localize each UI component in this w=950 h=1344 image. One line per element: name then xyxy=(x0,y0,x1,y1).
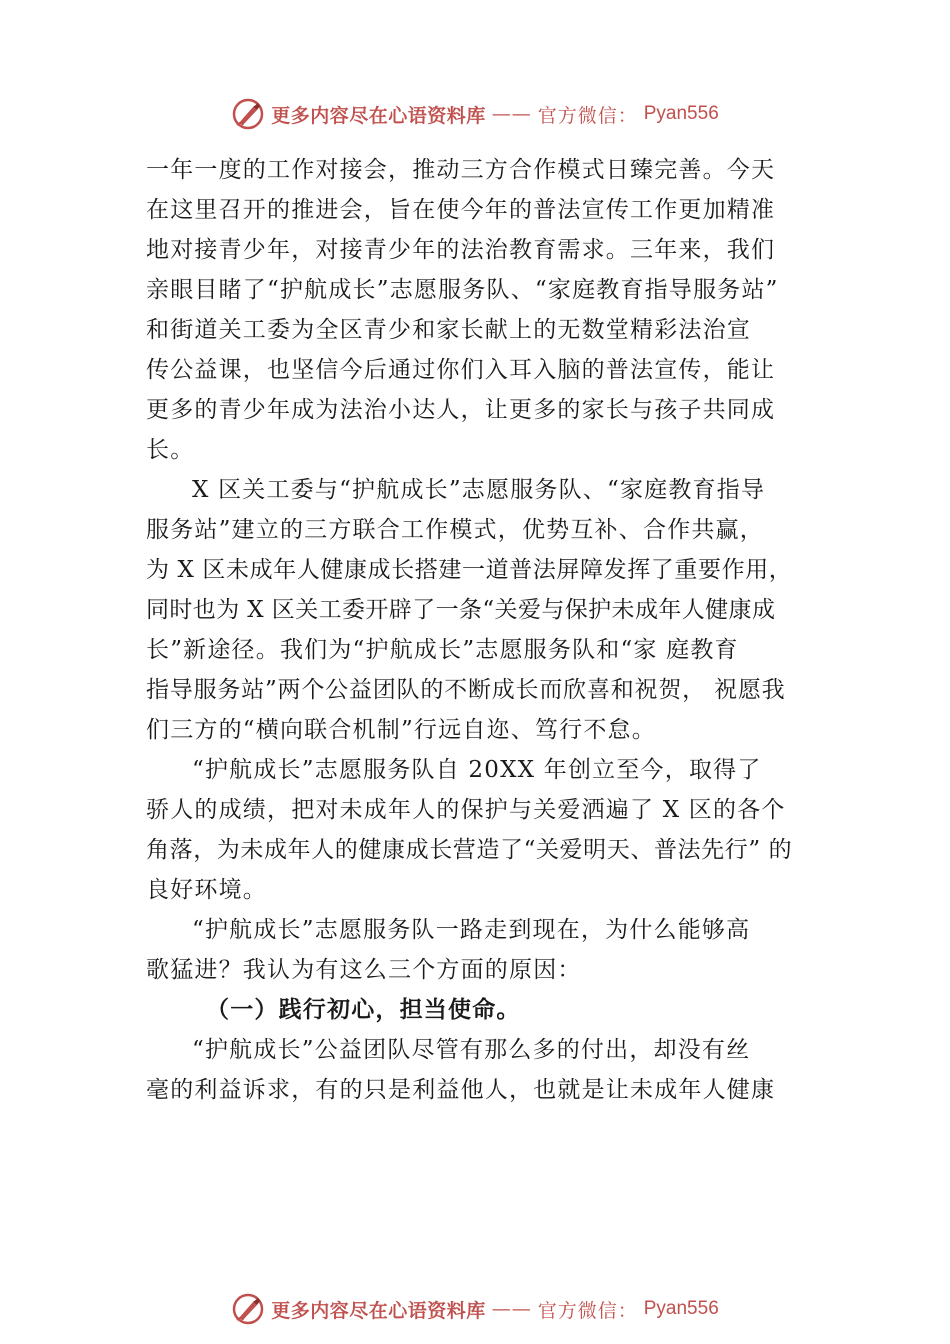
watermark-header xyxy=(0,94,950,134)
text-line: “护航成长”志愿服务队自 20XX 年创立至今，取得了 xyxy=(192,757,762,783)
paragraph xyxy=(146,750,846,910)
text-line: 更多的青少年成为法治小达人，让更多的家长与孩子共同成 xyxy=(146,397,776,423)
watermark-footer xyxy=(0,1289,950,1329)
text-line: 角落，为未成年人的健康成长营造了“关爱明天、普法先行” 的 xyxy=(146,837,793,863)
paragraph xyxy=(146,470,846,750)
text-line: 同时也为 X 区关工委开辟了一条“关爱与保护未成年人健康成 xyxy=(146,597,776,623)
text-line: “护航成长”公益团队尽管有那么多的付出，却没有丝 xyxy=(192,1037,751,1063)
text-line: 为 X 区未成年人健康成长搭建一道普法屏障发挥了重要作用， xyxy=(146,557,793,583)
watermark-separator: —— xyxy=(491,1298,532,1320)
text-line: 良好环境。 xyxy=(146,877,267,903)
brand-logo-icon xyxy=(231,1292,265,1326)
text-line: 们三方的“横向联合机制”行远自迩、笃行不怠。 xyxy=(146,717,656,743)
watermark-account: Pyan556 xyxy=(643,1298,719,1319)
text-line: “护航成长”志愿服务队一路走到现在，为什么能够高 xyxy=(192,917,751,943)
text-line: 亲眼目睹了“护航成长”志愿服务队、“家庭教育指导服务站” xyxy=(146,277,779,303)
text-line: 长”新途径。我们为“护航成长”志愿服务队和“家 庭教育 xyxy=(146,637,739,663)
text-line: 歌猛进？我认为有这么三个方面的原因： xyxy=(146,957,582,983)
watermark-brand: 更多内容尽在心语资料库 xyxy=(271,104,486,127)
text-line: X 区关工委与“护航成长”志愿服务队、“家庭教育指导 xyxy=(192,477,766,503)
text-line: 服务站”建立的三方联合工作模式，优势互补、合作共赢， xyxy=(146,517,764,543)
text-line: 毫的利益诉求，有的只是利益他人，也就是让未成年人健康 xyxy=(146,1077,776,1103)
text-line: 骄人的成绩，把对未成年人的保护与关爱洒遍了 X 区的各个 xyxy=(146,797,786,823)
document-body xyxy=(146,150,846,1110)
paragraph xyxy=(146,150,846,470)
text-line: 指导服务站”两个公益团队的不断成长而欣喜和祝贺， 祝愿我 xyxy=(146,677,786,703)
paragraph xyxy=(146,1030,846,1110)
brand-logo-icon xyxy=(231,97,265,131)
text-line: 一年一度的工作对接会，推动三方合作模式日臻完善。今天 xyxy=(146,157,776,183)
watermark-brand: 更多内容尽在心语资料库 xyxy=(271,1299,486,1322)
watermark-label: 官方微信： xyxy=(537,104,638,127)
text-line: 在这里召开的推进会，旨在使今年的普法宣传工作更加精准 xyxy=(146,197,776,223)
heading-line: （一）践行初心，担当使命。 xyxy=(206,996,521,1023)
watermark-account: Pyan556 xyxy=(643,103,719,124)
text-line: 长。 xyxy=(146,437,195,463)
text-line: 传公益课，也坚信今后通过你们入耳入脑的普法宣传，能让 xyxy=(146,357,776,383)
section-heading xyxy=(146,990,846,1030)
text-line: 和街道关工委为全区青少和家长献上的无数堂精彩法治宣 xyxy=(146,317,751,343)
text-line: 地对接青少年，对接青少年的法治教育需求。三年来，我们 xyxy=(146,237,776,263)
paragraph xyxy=(146,910,846,990)
watermark-separator: —— xyxy=(491,103,532,125)
watermark-label: 官方微信： xyxy=(537,1299,638,1322)
